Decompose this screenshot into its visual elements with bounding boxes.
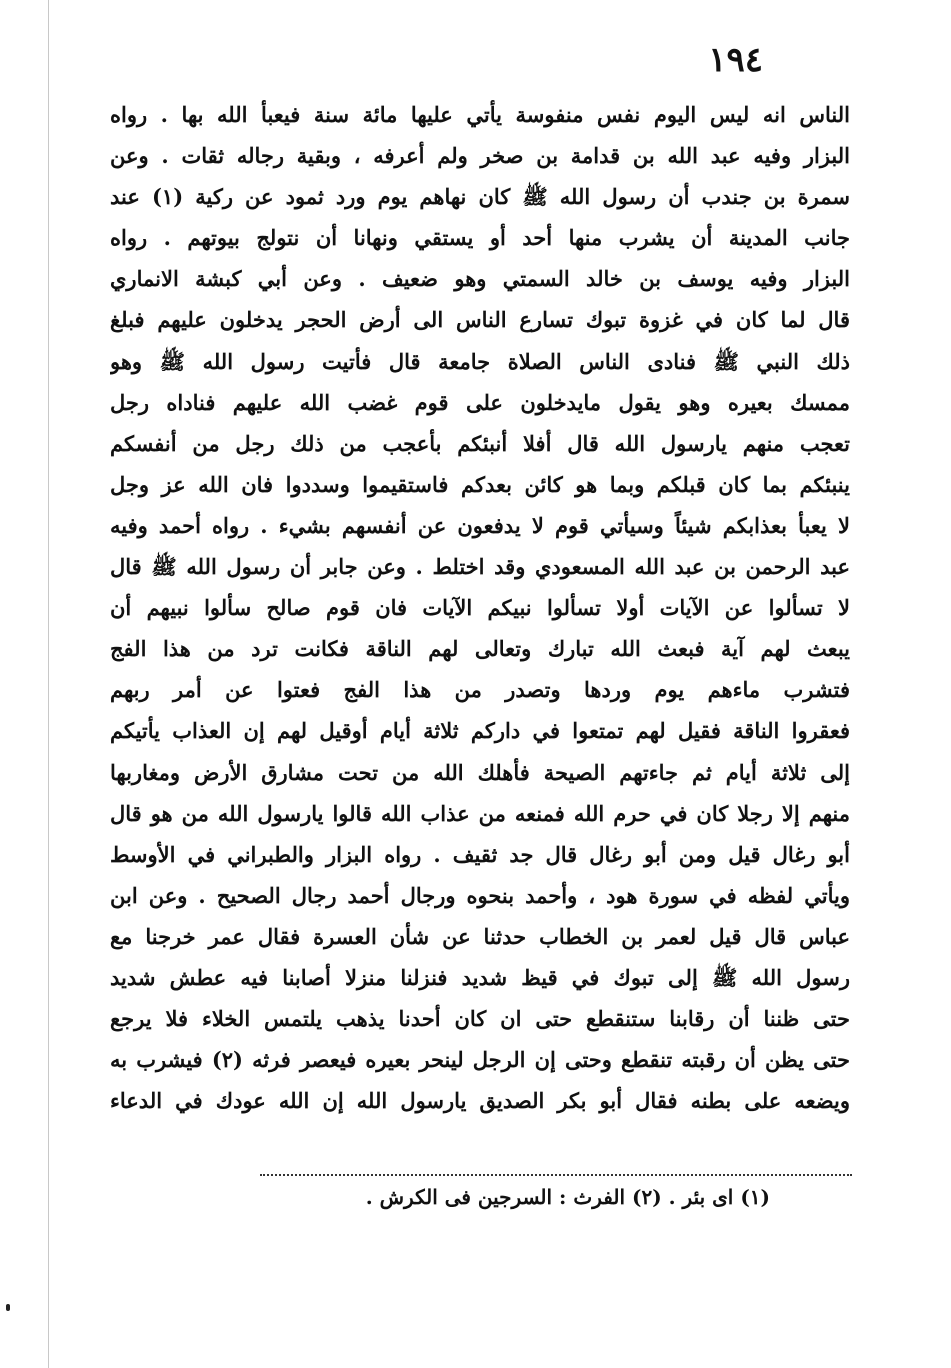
text-line: حتى ظننا أن رقابنا ستنقطع حتى ان كان أحدنا يذهب يلتمس الخلاء فلا يرجع xyxy=(110,1006,850,1032)
text-line: البزار وفيه عبد الله بن قدامة بن صخر ولم أعرفه ، وبقية رجاله ثقات . وعن xyxy=(110,143,850,169)
text-line: منهم إلا رجلا كان في حرم الله فمنعه من عذاب الله قالوا يارسول الله من هو قال xyxy=(110,800,850,826)
text-line: لا تسألوا عن الآيات أولا تسألوا نبيكم الآيات فان قوم صالح سألوا نبيهم أن xyxy=(110,595,850,621)
body-text xyxy=(110,94,850,1121)
text-line: عباس قال قيل لعمر بن الخطاب حدثنا عن شأن العسرة فقال عمر خرجنا مع xyxy=(110,923,850,949)
text-line: البزار وفيه يوسف بن خالد السمتي وهو ضعيف . وعن أبي كبشة الانماري xyxy=(110,266,850,292)
text-line: جانب المدينة أن يشرب منها أحد أو يستقي ونهانا أن نتولج بيوتهم . رواه xyxy=(110,225,850,251)
text-line: فعقروا الناقة فقيل لهم تمتعوا في داركم ثلاثة أيام أوقيل لهم إن العذاب يأتيكم xyxy=(110,718,850,744)
text-line: ذلك النبي ﷺ فنادى الناس الصلاة جامعة قال فأتيت رسول الله ﷺ وهو xyxy=(110,348,850,374)
page-number: ١٩٤ xyxy=(708,40,763,80)
text-line: رسول الله ﷺ إلى تبوك في قيظ شديد فنزلنا منزلا أصابنا فيه عطش شديد xyxy=(110,964,850,990)
text-line: ممسك بعيره وهو يقول مايدخلون على قوم غضب الله عليهم فناداه رجل xyxy=(110,389,850,415)
scan-speck xyxy=(6,1304,10,1311)
text-line: ويأتي لفظه في سورة هود ، وأحمد بنحوه ورجال أحمد رجال الصحيح . وعن ابن xyxy=(110,882,850,908)
text-line: فتشرب ماءهم يوم وردها وتصدر من هذا الفج فعتوا عن أمر ربهم xyxy=(110,677,850,703)
text-line: سمرة بن جندب أن رسول الله ﷺ كان نهاهم يوم ورد ثمود عن ركية (١) عند xyxy=(110,184,850,210)
text-line: ويضعه على بطنه فقال أبو بكر الصديق يارسول الله إن الله عودك في الدعاء xyxy=(110,1088,850,1114)
text-line: إلى ثلاثة أيام ثم جاءتهم الصيحة فأهلك الله من تحت مشارق الأرض ومغاربها xyxy=(110,759,850,785)
text-line: أبو رغال قيل ومن أبو رغال قال جد ثقيف . رواه البزار والطبراني في الأوسط xyxy=(110,841,850,867)
text-line: حتى يظن أن رقبته تنقطع وحتى إن الرجل لينحر بعيره فيعصر فرثه (٢) فيشرب به xyxy=(110,1047,850,1073)
text-line: تعجب منهم يارسول الله قال أفلا أنبئكم بأعجب من ذلك رجل من أنفسكم xyxy=(110,430,850,456)
text-line: عبد الرحمن بن عبد الله المسعودي وقد اختلط . وعن جابر أن رسول الله ﷺ قال xyxy=(110,554,850,580)
text-line: يبعث لهم آية فبعث الله تبارك وتعالى لهم الناقة فكانت ترد من هذا الفج xyxy=(110,636,850,662)
text-line: قال لما كان في غزوة تبوك تسارع الناس الى أرض الحجر يدخلون عليهم فبلغ xyxy=(110,307,850,333)
text-line: الناس انه ليس اليوم نفس منفوسة يأتي عليها مائة سنة فيعبأ الله بها . رواه xyxy=(110,102,850,127)
page-edge-line xyxy=(48,0,49,1368)
footnote-separator xyxy=(260,1174,852,1176)
footnote: (١) اى بئر . (٢) الفرث : السرجين فى الكرش . xyxy=(365,1185,770,1209)
text-line: ينبئكم بما كان قبلكم وبما هو كائن بعدكم فاستقيموا وسددوا فان الله عز وجل xyxy=(110,471,850,497)
text-line: لا يعبأ بعذابكم شيئاً وسيأتي قوم لا يدفعون عن أنفسهم بشيء . رواه أحمد وفيه xyxy=(110,512,850,538)
